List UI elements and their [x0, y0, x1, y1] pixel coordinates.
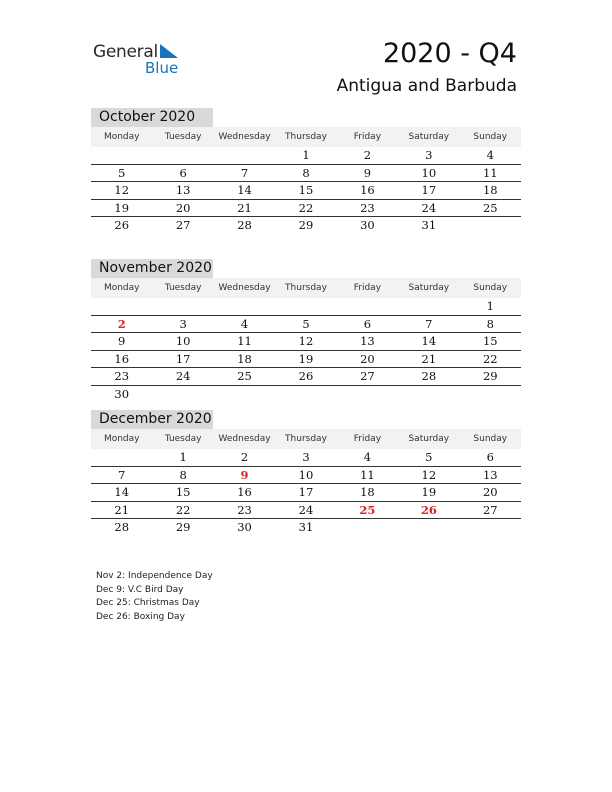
weekday-header: Friday — [337, 127, 398, 147]
weekday-header: Saturday — [398, 127, 459, 147]
day-cell: 7 — [398, 315, 459, 333]
day-cell — [460, 217, 521, 234]
day-cell: 12 — [398, 466, 459, 484]
week-row — [91, 449, 521, 466]
month-december — [91, 410, 521, 536]
day-cell: 9 — [337, 164, 398, 182]
day-cell — [275, 385, 336, 402]
day-cell: 30 — [237, 520, 252, 535]
day-cell: 9 — [214, 466, 275, 484]
day-cell: 22 — [460, 350, 521, 368]
day-cell: 4 — [214, 315, 275, 333]
day-cell: 16 — [214, 484, 275, 502]
day-cell: 15 — [275, 182, 336, 200]
day-cell — [91, 147, 152, 164]
week-row — [91, 298, 521, 315]
day-cell — [337, 385, 398, 402]
day-cell — [337, 298, 398, 315]
day-cell: 10 — [275, 466, 336, 484]
day-cell — [91, 298, 152, 315]
day-cell: 29 — [298, 218, 314, 233]
logo — [93, 42, 193, 78]
month-label: November 2020 — [91, 259, 213, 278]
holiday-note: Dec 9: V.C Bird Day — [96, 584, 184, 595]
day-cell: 27 — [175, 218, 191, 233]
day-cell: 23 — [337, 199, 398, 217]
week-row — [91, 385, 521, 402]
day-cell: 1 — [460, 298, 521, 315]
day-cell: 14 — [398, 333, 459, 351]
day-cell: 18 — [214, 350, 275, 368]
day-cell: 7 — [214, 164, 275, 182]
weekday-header: Sunday — [460, 127, 521, 147]
weekday-header: Wednesday — [214, 429, 275, 449]
day-cell: 25 — [460, 199, 521, 217]
weekday-header: Saturday — [398, 278, 459, 298]
logo-blue-text: Blue — [145, 59, 179, 77]
day-cell: 24 — [398, 199, 459, 217]
week-row — [91, 484, 521, 502]
day-cell: 31 — [421, 218, 437, 233]
weekday-header: Saturday — [398, 429, 459, 449]
day-cell: 25 — [214, 368, 275, 386]
day-cell: 10 — [398, 164, 459, 182]
day-cell: 30 — [360, 218, 375, 233]
day-cell: 16 — [91, 350, 152, 368]
week-row — [91, 333, 521, 351]
day-cell: 5 — [275, 315, 336, 333]
day-cell: 20 — [152, 199, 213, 217]
page-title: 2020 - Q4 — [382, 38, 517, 69]
day-cell — [275, 298, 336, 315]
month-label: December 2020 — [91, 410, 213, 429]
country-name: Antigua and Barbuda — [336, 76, 517, 96]
day-cell — [460, 385, 521, 402]
day-cell: 3 — [152, 315, 213, 333]
day-cell — [398, 298, 459, 315]
month-november — [91, 259, 521, 402]
weekday-header: Sunday — [460, 429, 521, 449]
weekday-header: Thursday — [275, 429, 336, 449]
day-cell: 6 — [460, 449, 521, 466]
day-cell — [460, 519, 521, 536]
month-label: October 2020 — [91, 108, 213, 127]
holiday-note: Dec 26: Boxing Day — [96, 611, 185, 622]
day-cell: 17 — [152, 350, 213, 368]
day-cell: 15 — [460, 333, 521, 351]
day-cell — [152, 298, 213, 315]
day-cell: 11 — [214, 333, 275, 351]
day-cell: 26 — [114, 218, 130, 233]
weekday-header: Thursday — [275, 278, 336, 298]
weekday-header: Sunday — [460, 278, 521, 298]
day-cell — [214, 147, 275, 164]
week-row — [91, 466, 521, 484]
day-cell: 14 — [91, 484, 152, 502]
day-cell: 3 — [275, 449, 336, 466]
day-cell: 18 — [337, 484, 398, 502]
day-cell: 15 — [152, 484, 213, 502]
day-cell: 2 — [337, 147, 398, 164]
day-cell: 28 — [237, 218, 252, 233]
day-cell: 29 — [175, 520, 191, 535]
day-cell: 12 — [275, 333, 336, 351]
weekday-header: Wednesday — [214, 127, 275, 147]
week-row — [91, 315, 521, 333]
week-row — [91, 182, 521, 200]
day-cell: 17 — [398, 182, 459, 200]
holiday-note: Nov 2: Independence Day — [96, 571, 213, 581]
day-cell: 4 — [337, 449, 398, 466]
day-cell: 27 — [337, 368, 398, 386]
calendar-table — [91, 429, 521, 536]
day-cell — [152, 147, 213, 164]
day-cell: 17 — [275, 484, 336, 502]
logo-general-text: General — [93, 42, 158, 62]
calendar-table — [91, 127, 521, 234]
calendar-table — [91, 278, 521, 402]
day-cell: 27 — [460, 501, 521, 519]
day-cell: 23 — [91, 368, 152, 386]
day-cell: 12 — [91, 182, 152, 200]
week-row — [91, 147, 521, 164]
weekday-header: Wednesday — [214, 278, 275, 298]
day-cell: 16 — [337, 182, 398, 200]
day-cell: 13 — [460, 466, 521, 484]
week-row — [91, 164, 521, 182]
weekday-header: Tuesday — [152, 278, 213, 298]
day-cell: 23 — [214, 501, 275, 519]
day-cell: 2 — [214, 449, 275, 466]
day-cell: 8 — [152, 466, 213, 484]
day-cell: 28 — [114, 520, 130, 535]
day-cell: 4 — [460, 147, 521, 164]
weekday-header: Tuesday — [152, 127, 213, 147]
day-cell: 6 — [152, 164, 213, 182]
week-row — [91, 519, 521, 536]
weekday-header: Friday — [337, 429, 398, 449]
day-cell: 22 — [152, 501, 213, 519]
logo-triangle-icon — [160, 44, 178, 58]
day-cell: 1 — [152, 449, 213, 466]
day-cell — [398, 519, 459, 536]
day-cell: 13 — [152, 182, 213, 200]
week-row — [91, 199, 521, 217]
day-cell: 7 — [91, 466, 152, 484]
week-row — [91, 501, 521, 519]
day-cell: 21 — [214, 199, 275, 217]
week-row — [91, 217, 521, 234]
day-cell: 1 — [275, 147, 336, 164]
day-cell: 26 — [275, 368, 336, 386]
day-cell: 2 — [91, 315, 152, 333]
day-cell: 11 — [337, 466, 398, 484]
day-cell: 19 — [91, 199, 152, 217]
holiday-notes — [96, 570, 213, 624]
day-cell: 6 — [337, 315, 398, 333]
weekday-header: Monday — [91, 278, 152, 298]
day-cell: 11 — [460, 164, 521, 182]
day-cell: 29 — [460, 368, 521, 386]
day-cell: 3 — [398, 147, 459, 164]
day-cell: 18 — [460, 182, 521, 200]
day-cell — [214, 385, 275, 402]
day-cell: 24 — [152, 368, 213, 386]
day-cell — [91, 449, 152, 466]
day-cell: 21 — [91, 501, 152, 519]
day-cell: 13 — [337, 333, 398, 351]
day-cell: 20 — [460, 484, 521, 502]
weekday-header: Monday — [91, 127, 152, 147]
holiday-note: Dec 25: Christmas Day — [96, 598, 200, 608]
day-cell — [398, 385, 459, 402]
week-row — [91, 350, 521, 368]
day-cell — [152, 385, 213, 402]
day-cell: 25 — [337, 501, 398, 519]
day-cell: 28 — [398, 368, 459, 386]
weekday-header: Tuesday — [152, 429, 213, 449]
weekday-header: Friday — [337, 278, 398, 298]
day-cell: 24 — [275, 501, 336, 519]
day-cell: 19 — [275, 350, 336, 368]
day-cell: 10 — [152, 333, 213, 351]
weekday-header: Thursday — [275, 127, 336, 147]
week-row — [91, 368, 521, 386]
day-cell: 5 — [91, 164, 152, 182]
day-cell: 31 — [298, 520, 314, 535]
day-cell: 22 — [275, 199, 336, 217]
day-cell: 8 — [460, 315, 521, 333]
day-cell: 5 — [398, 449, 459, 466]
day-cell: 30 — [114, 386, 130, 401]
weekday-header: Monday — [91, 429, 152, 449]
day-cell — [337, 519, 398, 536]
day-cell: 8 — [275, 164, 336, 182]
day-cell: 26 — [398, 501, 459, 519]
day-cell: 14 — [214, 182, 275, 200]
day-cell: 21 — [398, 350, 459, 368]
day-cell: 9 — [91, 333, 152, 351]
day-cell — [214, 298, 275, 315]
day-cell: 19 — [398, 484, 459, 502]
day-cell: 20 — [337, 350, 398, 368]
month-october — [91, 108, 521, 234]
